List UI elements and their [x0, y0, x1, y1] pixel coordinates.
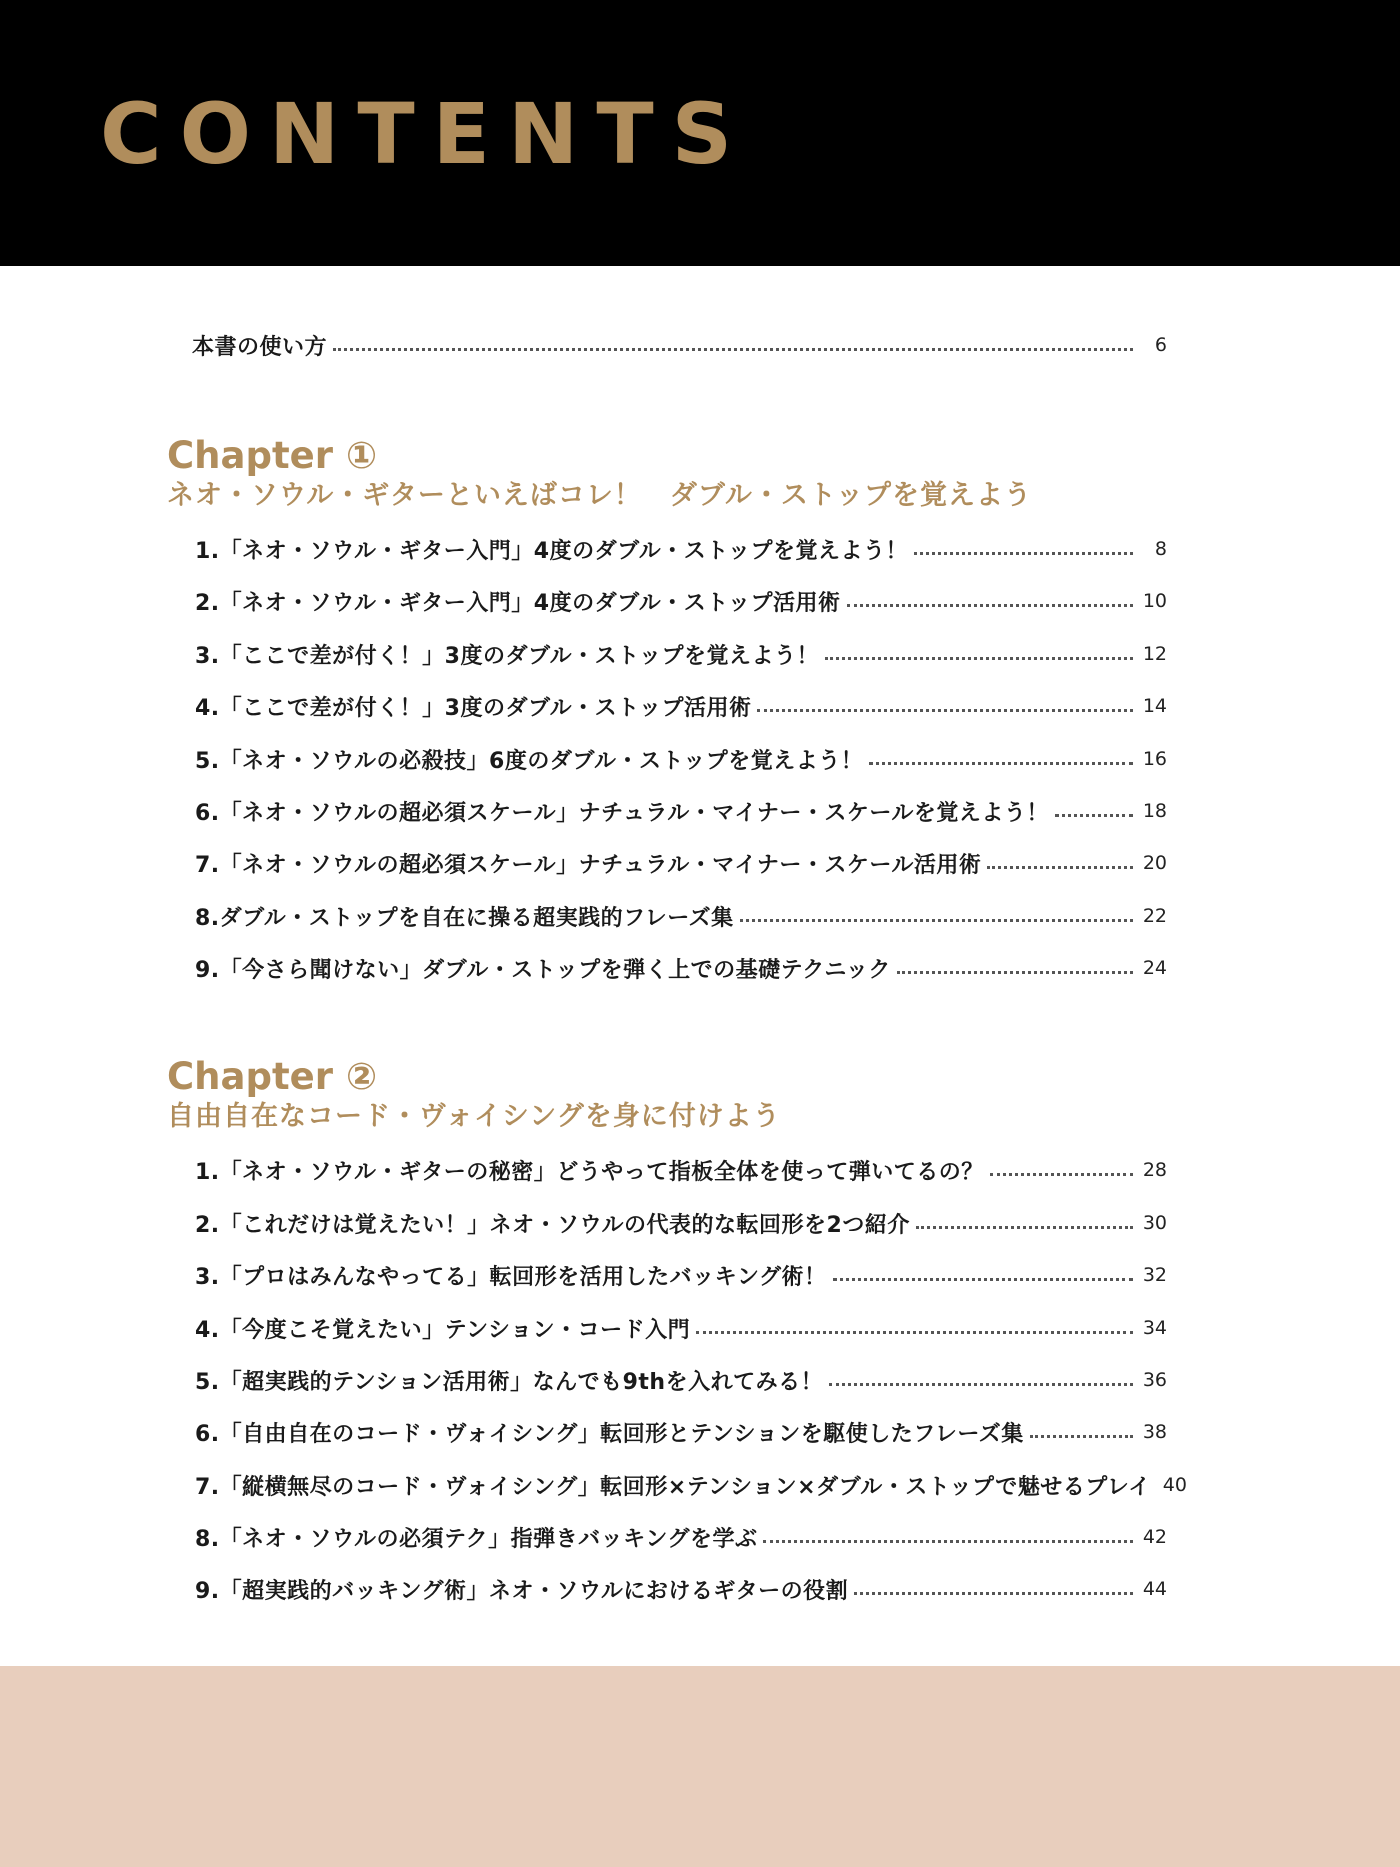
toc-entry-title: 「これだけは覚えたい！」ネオ・ソウルの代表的な転回形を2つ紹介 [219, 1212, 910, 1238]
toc-entry-title: 「ネオ・ソウル・ギター入門」4度のダブル・ストップ活用術 [219, 590, 841, 616]
toc-entry-title: 「ネオ・ソウルの超必須スケール」ナチュラル・マイナー・スケールを覚えよう！ [219, 800, 1049, 826]
toc-entry-number: 5. [195, 748, 220, 774]
toc-entry-label [195, 586, 841, 617]
toc-entry-label [195, 1574, 848, 1605]
toc-entry[interactable] [0, 1522, 1400, 1552]
toc-entry-title: ダブル・ストップを自在に操る超実践的フレーズ集 [219, 905, 734, 931]
toc-entry-label [195, 639, 819, 670]
toc-entry[interactable] [0, 586, 1400, 616]
toc-entry-title: 「ネオ・ソウルの必須テク」指弾きバッキングを学ぶ [219, 1526, 758, 1552]
dot-leader [1030, 1435, 1133, 1438]
toc-entry[interactable] [0, 1155, 1400, 1185]
dot-leader [763, 1540, 1133, 1543]
toc-entry-number: 7. [195, 1474, 220, 1500]
toc-entry-number: 3. [195, 1264, 220, 1290]
toc-entry[interactable] [0, 1417, 1400, 1447]
toc-entry-number: 4. [195, 1317, 220, 1343]
toc-entry-page: 18 [1142, 800, 1167, 822]
toc-entry-label [195, 901, 734, 932]
toc-entry-number: 9. [195, 957, 220, 983]
toc-entry-page: 44 [1142, 1578, 1167, 1600]
toc-entry[interactable] [0, 953, 1400, 983]
toc-entry-number: 6. [195, 800, 220, 826]
toc-entry-page: 32 [1142, 1264, 1167, 1286]
toc-entry-label [195, 1260, 827, 1291]
toc-entry-number: 2. [195, 590, 220, 616]
toc-entry[interactable] [0, 1208, 1400, 1238]
toc-entry[interactable] [0, 1470, 1400, 1500]
toc-entry-title: 「ネオ・ソウルの超必須スケール」ナチュラル・マイナー・スケール活用術 [219, 852, 982, 878]
toc-entry-number: 1. [195, 1159, 220, 1185]
toc-entry-label [195, 1522, 757, 1553]
dot-leader [897, 971, 1133, 974]
toc-entry-page: 20 [1142, 852, 1167, 874]
contents-title: CONTENTS [100, 85, 751, 183]
toc-entry-page: 30 [1142, 1212, 1167, 1234]
toc-entry-title: 「今度こそ覚えたい」テンション・コード入門 [219, 1317, 691, 1343]
toc-intro-label: 本書の使い方 [192, 334, 328, 360]
toc-entry-page: 36 [1142, 1369, 1167, 1391]
toc-entry-title: 「ここで差が付く！」3度のダブル・ストップ活用術 [219, 695, 752, 721]
toc-entry-page: 34 [1142, 1317, 1167, 1339]
toc-entry-number: 8. [195, 1526, 220, 1552]
toc-entry[interactable] [0, 744, 1400, 774]
toc-entry-page: 22 [1142, 905, 1167, 927]
toc-entry-number: 9. [195, 1578, 220, 1604]
dot-leader [990, 1173, 1133, 1176]
dot-leader [829, 1383, 1133, 1386]
toc-entry[interactable] [0, 1260, 1400, 1290]
toc-entry-title: 「縦横無尽のコード・ヴォイシング」転回形×テンション×ダブル・ストップで魅せるプレイ [219, 1474, 1151, 1500]
dot-leader [869, 762, 1133, 765]
toc-intro-page: 6 [1154, 334, 1167, 356]
toc-entry-label [195, 534, 908, 565]
toc-entry-label [195, 1208, 910, 1239]
toc-entry-page: 40 [1162, 1474, 1187, 1496]
toc-entry-number: 2. [195, 1212, 220, 1238]
toc-entry-number: 3. [195, 643, 220, 669]
toc-entry-label [195, 1313, 690, 1344]
toc-entry-number: 6. [195, 1421, 220, 1447]
toc-entry-page: 38 [1142, 1421, 1167, 1443]
dot-leader [916, 1226, 1133, 1229]
dot-leader [914, 552, 1133, 555]
toc-entry[interactable] [0, 639, 1400, 669]
toc-entry-label [195, 691, 751, 722]
toc-entry-label [195, 1155, 984, 1186]
toc-entry-title: 「超実践的テンション活用術」なんでも9thを入れてみる！ [219, 1369, 824, 1395]
toc-entry-title: 「ネオ・ソウルの必殺技」6度のダブル・ストップを覚えよう！ [219, 748, 864, 774]
toc-entry-number: 4. [195, 695, 220, 721]
toc-entry-label [195, 1365, 823, 1396]
toc-entry-number: 7. [195, 852, 220, 878]
dot-leader [333, 348, 1133, 351]
footer-band [0, 1666, 1400, 1867]
toc-intro-row[interactable] [0, 330, 1400, 360]
toc-entry-page: 24 [1142, 957, 1167, 979]
toc-entry-label [195, 1470, 1151, 1501]
toc-entry[interactable] [0, 1574, 1400, 1604]
toc-entry[interactable] [0, 691, 1400, 721]
toc-entry-label [195, 1417, 1024, 1448]
toc-entry-page: 12 [1142, 643, 1167, 665]
toc-entry-page: 14 [1142, 695, 1167, 717]
toc-entry-title: 「ネオ・ソウル・ギターの秘密」どうやって指板全体を使って弾いてるの？ [219, 1159, 984, 1185]
toc-entry[interactable] [0, 534, 1400, 564]
toc-entry-title: 「自由自在のコード・ヴォイシング」転回形とテンションを駆使したフレーズ集 [219, 1421, 1024, 1447]
toc-entry-page: 8 [1154, 538, 1167, 560]
toc-entry[interactable] [0, 1313, 1400, 1343]
toc-entry[interactable] [0, 1365, 1400, 1395]
dot-leader [740, 919, 1133, 922]
toc-entry-title: 「プロはみんなやってる」転回形を活用したバッキング術！ [219, 1264, 827, 1290]
dot-leader [833, 1278, 1133, 1281]
dot-leader [825, 657, 1133, 660]
toc-entry[interactable] [0, 796, 1400, 826]
dot-leader [854, 1592, 1133, 1595]
toc-entry-page: 42 [1142, 1526, 1167, 1548]
chapter-1-heading: Chapter ① [167, 434, 378, 477]
toc-entry[interactable] [0, 848, 1400, 878]
toc-entry-title: 「ここで差が付く！」3度のダブル・ストップを覚えよう！ [219, 643, 819, 669]
toc-entry-label [195, 796, 1049, 827]
chapter-2-subtitle: 自由自在なコード・ヴォイシングを身に付けよう [167, 1101, 781, 1132]
toc-entry-page: 16 [1142, 748, 1167, 770]
toc-entry-title: 「超実践的バッキング術」ネオ・ソウルにおけるギターの役割 [219, 1578, 849, 1604]
toc-entry-number: 5. [195, 1369, 220, 1395]
dot-leader [757, 709, 1133, 712]
dot-leader [847, 604, 1133, 607]
header-band [0, 0, 1400, 266]
toc-entry-label [195, 848, 981, 879]
toc-entry[interactable] [0, 901, 1400, 931]
toc-entry-title: 「ネオ・ソウル・ギター入門」4度のダブル・ストップを覚えよう！ [219, 538, 909, 564]
toc-entry-label [195, 744, 863, 775]
toc-entry-label [195, 953, 891, 984]
chapter-2-heading: Chapter ② [167, 1055, 378, 1098]
chapter-1-subtitle: ネオ・ソウル・ギターといえばコレ！ ダブル・ストップを覚えよう [167, 480, 1033, 511]
dot-leader [987, 866, 1133, 869]
dot-leader [696, 1331, 1133, 1334]
toc-entry-number: 8. [195, 905, 220, 931]
toc-entry-title: 「今さら聞けない」ダブル・ストップを弾く上での基礎テクニック [219, 957, 891, 983]
dot-leader [1055, 814, 1133, 817]
toc-entry-page: 10 [1142, 590, 1167, 612]
toc-entry-number: 1. [195, 538, 220, 564]
toc-entry-page: 28 [1142, 1159, 1167, 1181]
